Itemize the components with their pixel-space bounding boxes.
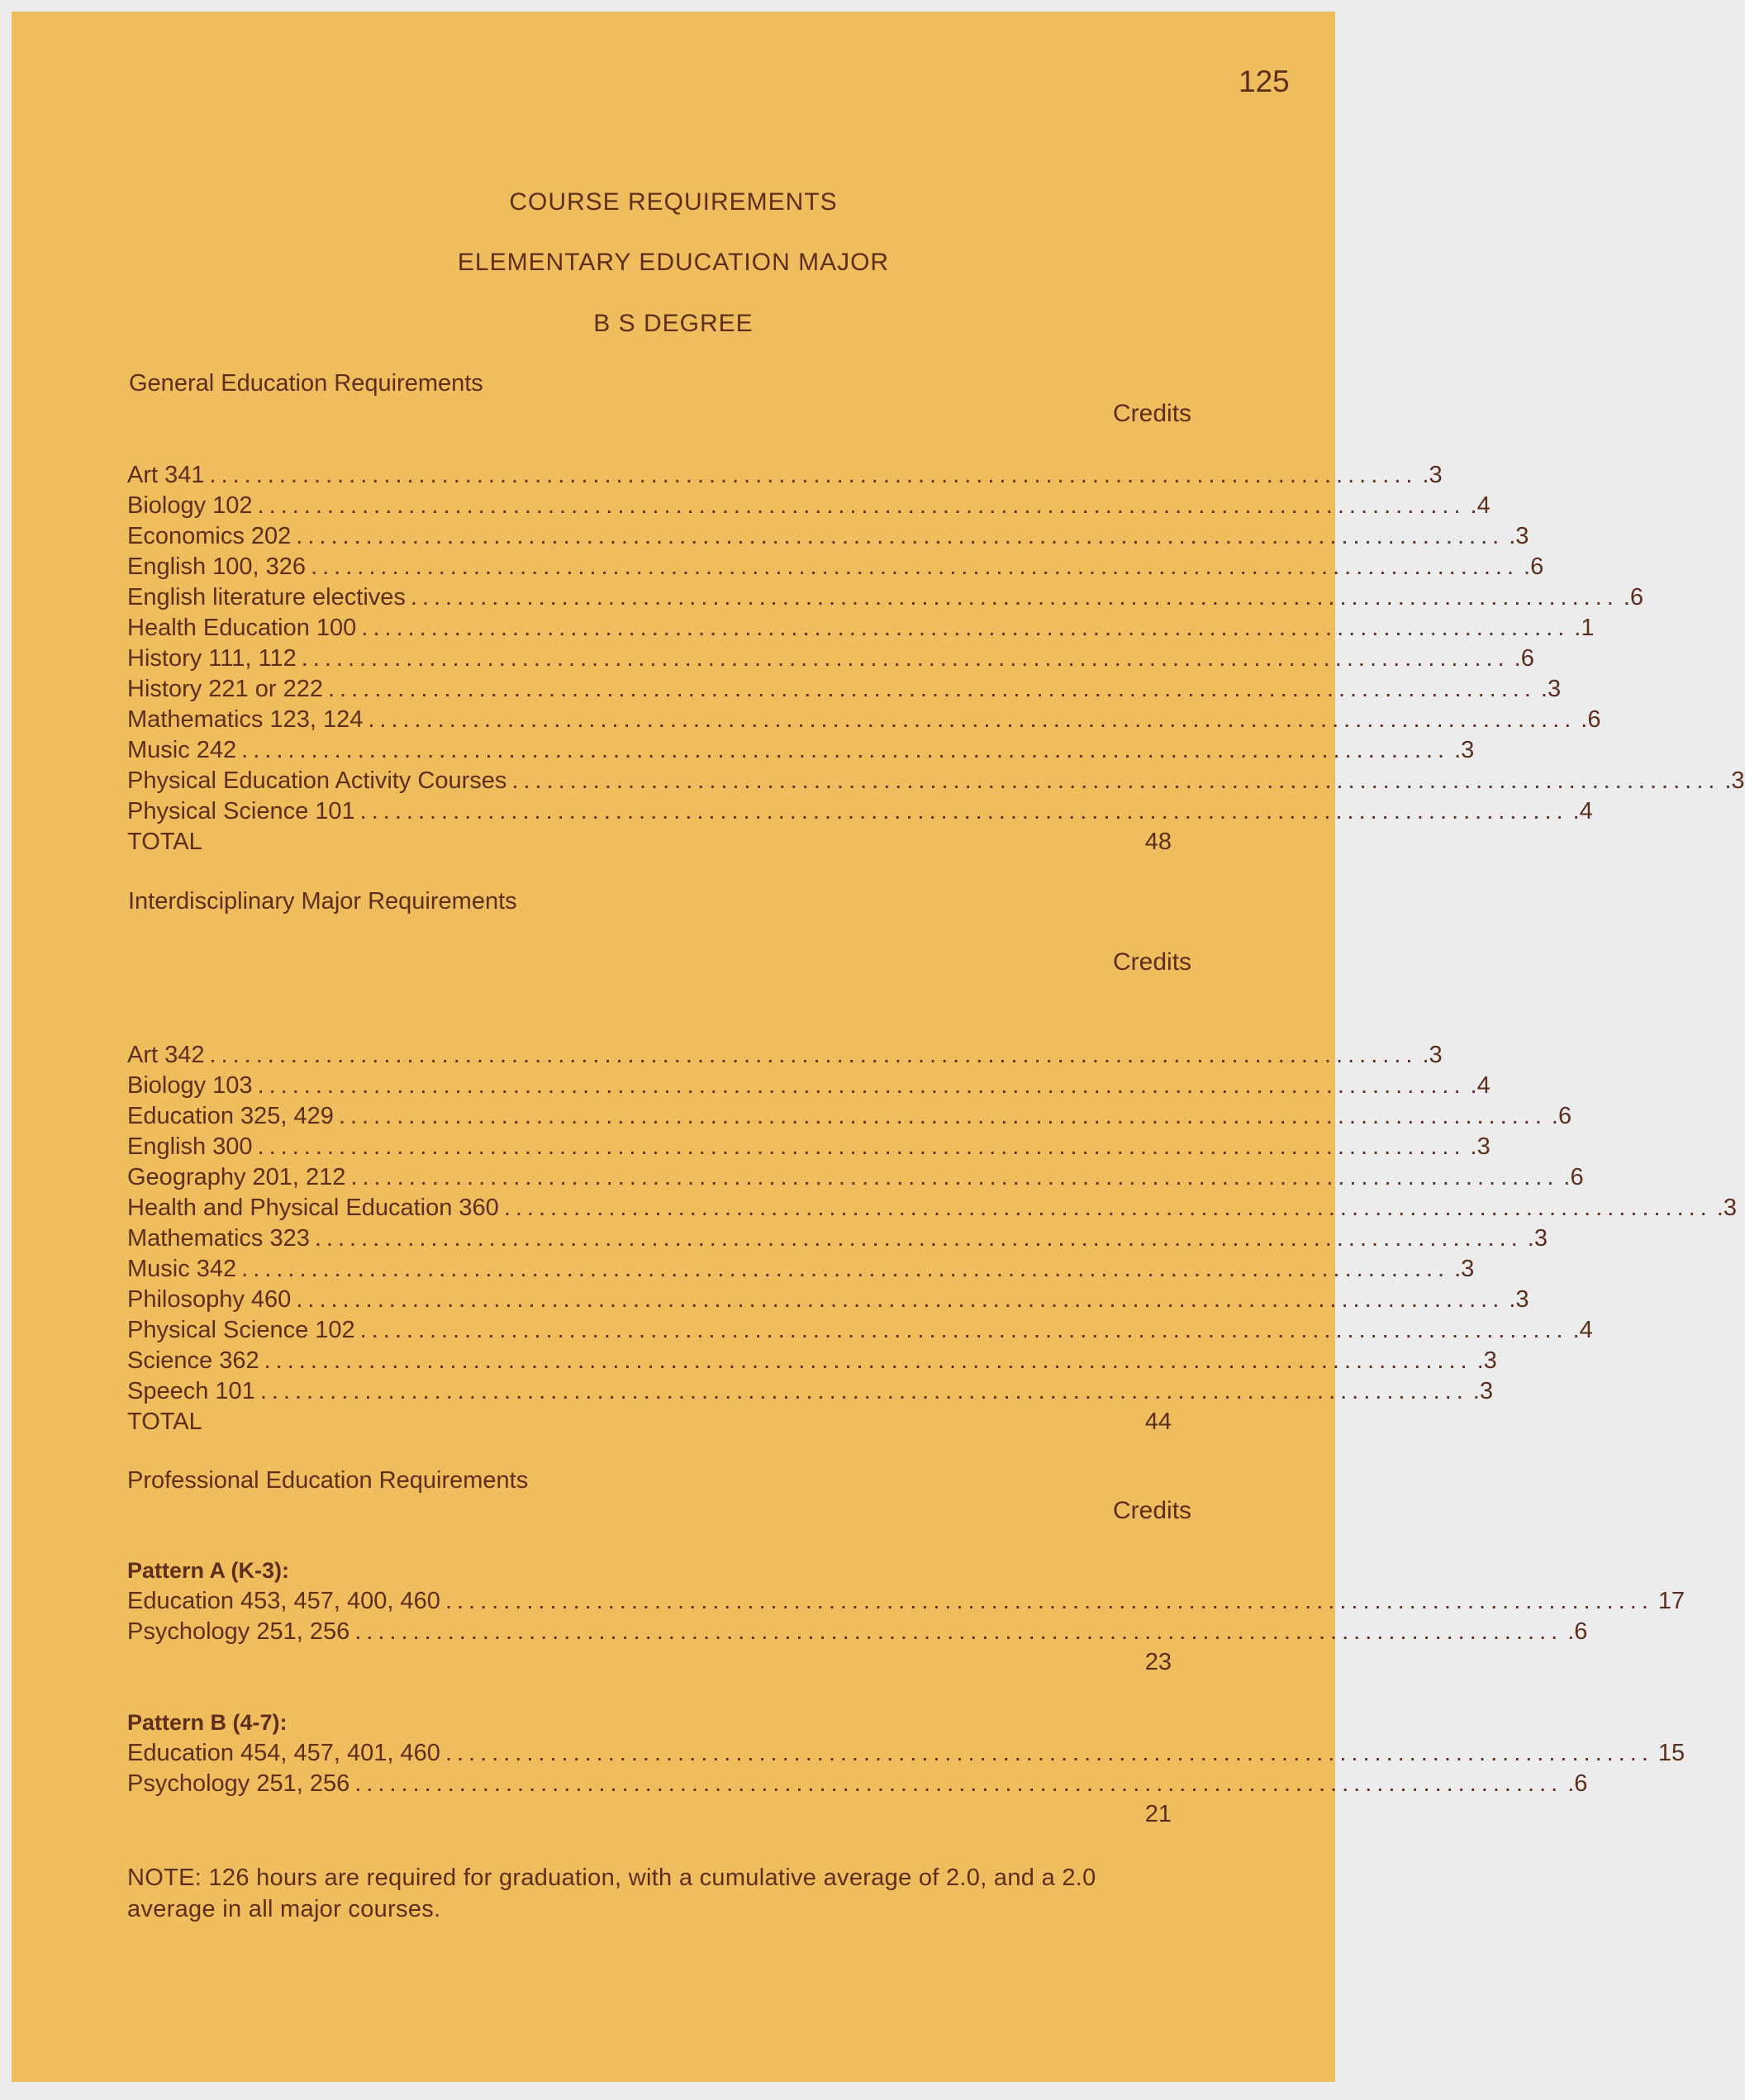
course-row bbox=[127, 1101, 1572, 1132]
course-credits: .4 bbox=[1572, 798, 1593, 824]
total-label: TOTAL bbox=[127, 829, 202, 855]
course-credits: .3 bbox=[1422, 462, 1443, 488]
course-row bbox=[127, 1376, 1493, 1407]
course-row bbox=[127, 766, 1745, 796]
course-credits: .6 bbox=[1551, 1103, 1572, 1129]
course-name: History 111, 112 bbox=[127, 645, 297, 672]
course-row bbox=[127, 1346, 1497, 1376]
course-row bbox=[127, 674, 1562, 705]
course-name: Biology 102 bbox=[127, 492, 253, 519]
general-education-heading: General Education Requirements bbox=[129, 370, 483, 397]
course-row bbox=[127, 1285, 1529, 1315]
course-row bbox=[127, 1617, 1588, 1647]
course-name: English 300 bbox=[127, 1133, 253, 1160]
course-name: Economics 202 bbox=[127, 523, 292, 549]
course-name: Art 342 bbox=[127, 1042, 205, 1068]
course-row bbox=[127, 1223, 1548, 1254]
course-credits: .3 bbox=[1540, 676, 1562, 702]
dot-leader: ........................................................................................................ bbox=[264, 1347, 1472, 1374]
dot-leader: ........................................................................................................ bbox=[445, 1740, 1653, 1766]
course-name: Art 341 bbox=[127, 462, 205, 488]
interdisciplinary-credits-header: Credits bbox=[1113, 948, 1192, 976]
course-row bbox=[127, 1769, 1588, 1799]
course-credits: .3 bbox=[1527, 1225, 1548, 1252]
page-title: COURSE REQUIREMENTS bbox=[509, 188, 838, 216]
course-row bbox=[127, 1738, 1686, 1769]
course-credits: .6 bbox=[1514, 645, 1534, 672]
interdisciplinary-heading: Interdisciplinary Major Requirements bbox=[128, 888, 517, 915]
course-name: Physical Science 102 bbox=[127, 1317, 355, 1343]
course-row bbox=[127, 796, 1593, 827]
course-name: Geography 201, 212 bbox=[127, 1164, 346, 1190]
course-row bbox=[127, 1162, 1584, 1193]
course-row bbox=[127, 735, 1475, 766]
graduation-note: NOTE: 126 hours are required for graduation, with a cumulative average of 2.0, and a 2.0 average in all major courses. bbox=[127, 1865, 1096, 1922]
course-row bbox=[127, 1586, 1686, 1617]
dot-leader: ........................................................................................................ bbox=[311, 554, 1519, 580]
course-name: Music 342 bbox=[127, 1256, 237, 1282]
catalog-page bbox=[12, 12, 1745, 2082]
course-credits: .3 bbox=[1454, 737, 1475, 763]
course-credits: .4 bbox=[1572, 1317, 1593, 1343]
dot-leader: ........................................................................................................ bbox=[296, 523, 1505, 549]
page-number: 125 bbox=[1239, 64, 1290, 98]
course-credits: .3 bbox=[1472, 1378, 1493, 1404]
course-credits: 17 bbox=[1657, 1588, 1686, 1614]
dot-leader: ........................................................................................................ bbox=[368, 706, 1576, 733]
dot-leader: ........................................................................................................ bbox=[259, 1378, 1468, 1404]
course-row bbox=[127, 552, 1544, 582]
course-name: Education 454, 457, 401, 460 bbox=[127, 1740, 440, 1766]
dot-leader: ........................................................................................................ bbox=[209, 1042, 1418, 1068]
pattern-a-subtotal: 23 bbox=[1144, 1649, 1172, 1675]
professional-credits-header: Credits bbox=[1113, 1497, 1192, 1524]
dot-leader: ........................................................................................................ bbox=[361, 615, 1570, 641]
dot-leader: ........................................................................................................ bbox=[209, 462, 1418, 488]
dot-leader: ........................................................................................................ bbox=[241, 737, 1450, 763]
course-name: Music 242 bbox=[127, 737, 237, 763]
course-row bbox=[127, 1040, 1443, 1071]
course-name: Education 325, 429 bbox=[127, 1103, 334, 1129]
dot-leader: ........................................................................................................ bbox=[241, 1256, 1450, 1282]
course-row bbox=[127, 582, 1644, 613]
general-credits-header: Credits bbox=[1113, 400, 1192, 427]
course-credits: .6 bbox=[1567, 1618, 1588, 1645]
course-row bbox=[127, 491, 1491, 521]
pattern-a-label: Pattern A (K-3): bbox=[127, 1558, 290, 1583]
course-credits: .6 bbox=[1623, 584, 1644, 611]
course-name: English 100, 326 bbox=[127, 554, 307, 580]
course-row bbox=[127, 644, 1534, 674]
total-value: 48 bbox=[1144, 829, 1172, 855]
dot-leader: ........................................................................................................ bbox=[511, 767, 1720, 794]
dot-leader: ........................................................................................................ bbox=[314, 1225, 1523, 1252]
major-title: ELEMENTARY EDUCATION MAJOR bbox=[457, 249, 890, 276]
course-credits: .4 bbox=[1470, 492, 1491, 519]
course-row bbox=[127, 1254, 1475, 1285]
course-name: Education 453, 457, 400, 460 bbox=[127, 1588, 440, 1614]
course-name: Physical Education Activity Courses bbox=[127, 767, 507, 794]
course-name: Speech 101 bbox=[127, 1378, 255, 1404]
total-row bbox=[127, 1407, 1172, 1437]
degree-title: B S DEGREE bbox=[593, 310, 754, 337]
dot-leader: ........................................................................................................ bbox=[296, 1286, 1505, 1313]
course-row bbox=[127, 521, 1529, 552]
course-credits: 15 bbox=[1657, 1740, 1686, 1766]
total-label: TOTAL bbox=[127, 1409, 202, 1435]
course-row bbox=[127, 460, 1443, 491]
course-credits: .3 bbox=[1509, 1286, 1529, 1313]
course-row bbox=[127, 1193, 1737, 1223]
dot-leader: ........................................................................................................ bbox=[354, 1770, 1563, 1797]
course-name: Mathematics 323 bbox=[127, 1225, 310, 1252]
course-credits: .4 bbox=[1470, 1072, 1491, 1099]
course-credits: .3 bbox=[1509, 523, 1529, 549]
course-name: History 221 or 222 bbox=[127, 676, 323, 702]
dot-leader: ........................................................................................................ bbox=[350, 1164, 1559, 1190]
course-row bbox=[127, 1071, 1491, 1101]
course-credits: .3 bbox=[1476, 1347, 1497, 1374]
course-row bbox=[127, 613, 1595, 644]
course-row bbox=[127, 1315, 1593, 1346]
course-credits: .6 bbox=[1563, 1164, 1584, 1190]
course-credits: .6 bbox=[1581, 706, 1601, 733]
course-name: Physical Science 101 bbox=[127, 798, 355, 824]
dot-leader: ........................................................................................................ bbox=[410, 584, 1619, 611]
course-name: Health and Physical Education 360 bbox=[127, 1195, 499, 1221]
course-name: Biology 103 bbox=[127, 1072, 253, 1099]
dot-leader: ........................................................................................................ bbox=[359, 798, 1568, 824]
course-name: Philosophy 460 bbox=[127, 1286, 292, 1313]
course-credits: .3 bbox=[1470, 1133, 1491, 1160]
course-name: Psychology 251, 256 bbox=[127, 1770, 350, 1797]
dot-leader: ........................................................................................................ bbox=[257, 1133, 1466, 1160]
course-name: Mathematics 123, 124 bbox=[127, 706, 364, 733]
dot-leader: ........................................................................................................ bbox=[354, 1618, 1563, 1645]
professional-education-heading: Professional Education Requirements bbox=[127, 1467, 529, 1494]
course-name: Psychology 251, 256 bbox=[127, 1618, 350, 1645]
course-credits: .3 bbox=[1422, 1042, 1443, 1068]
dot-leader: ........................................................................................................ bbox=[301, 645, 1510, 672]
total-value: 44 bbox=[1144, 1409, 1172, 1435]
course-credits: .3 bbox=[1724, 767, 1745, 794]
course-row bbox=[127, 1132, 1491, 1162]
dot-leader: ........................................................................................................ bbox=[503, 1195, 1712, 1221]
dot-leader: ........................................................................................................ bbox=[338, 1103, 1547, 1129]
course-credits: .6 bbox=[1524, 554, 1544, 580]
dot-leader: ........................................................................................................ bbox=[359, 1317, 1568, 1343]
pattern-b-subtotal: 21 bbox=[1144, 1801, 1172, 1827]
course-credits: .1 bbox=[1574, 615, 1595, 641]
dot-leader: ........................................................................................................ bbox=[327, 676, 1536, 702]
course-name: Science 362 bbox=[127, 1347, 259, 1374]
course-name: English literature electives bbox=[127, 584, 406, 611]
pattern-b-label: Pattern B (4-7): bbox=[127, 1710, 288, 1735]
dot-leader: ........................................................................................................ bbox=[257, 1072, 1466, 1099]
dot-leader: ........................................................................................................ bbox=[257, 492, 1466, 519]
course-row bbox=[127, 705, 1601, 735]
dot-leader: ........................................................................................................ bbox=[445, 1588, 1653, 1614]
course-credits: .3 bbox=[1716, 1195, 1737, 1221]
course-credits: .3 bbox=[1454, 1256, 1475, 1282]
course-credits: .6 bbox=[1567, 1770, 1588, 1797]
course-name: Health Education 100 bbox=[127, 615, 357, 641]
total-row bbox=[127, 827, 1172, 858]
